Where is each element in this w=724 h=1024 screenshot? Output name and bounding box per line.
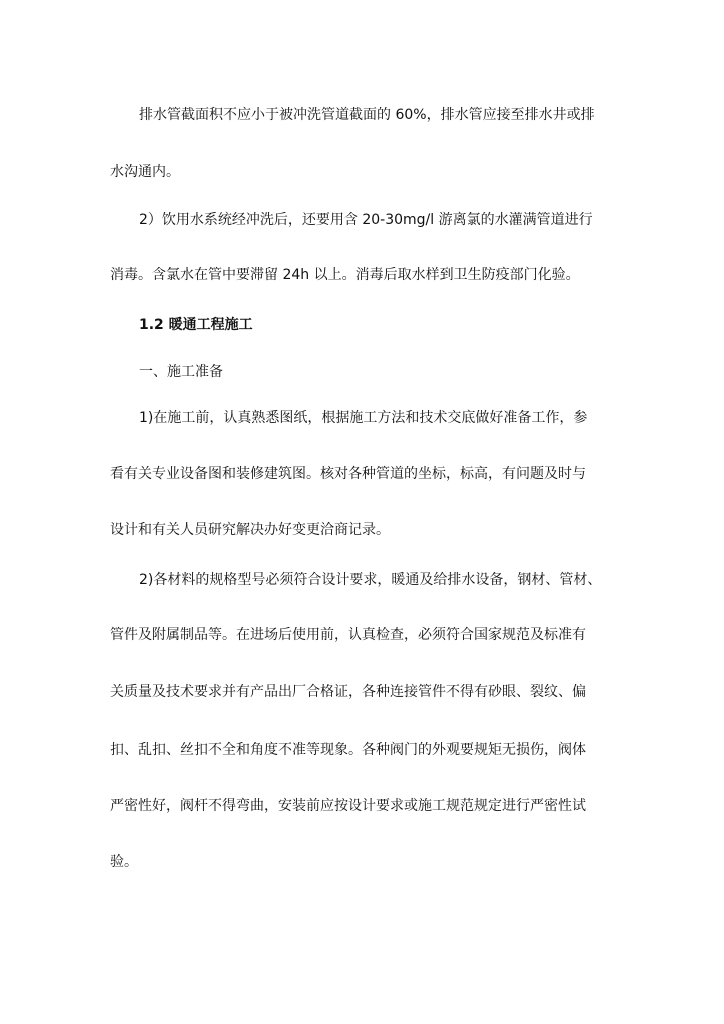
paragraph-line: 关质量及技术要求并有产品出厂合格证，各种连接管件不得有砂眼、裂纹、偏 (110, 684, 586, 700)
paragraph-line: 排水管截面积不应小于被冲洗管道截面的 60%，排水管应接至排水井或排 (139, 107, 595, 123)
paragraph-line: 消毒。含氯水在管中要滞留 24h 以上。消毒后取水样到卫生防疫部门化验。 (110, 267, 580, 283)
paragraph-line: 1)在施工前，认真熟悉图纸，根据施工方法和技术交底做好准备工作，参 (139, 410, 588, 426)
paragraph-line: 严密性好，阀杆不得弯曲，安装前应按设计要求或施工规范规定进行严密性试 (110, 798, 586, 814)
paragraph-line: 验。 (110, 854, 138, 870)
paragraph-line: 2)各材料的规格型号必须符合设计要求，暖通及给排水设备，钢材、管材、 (139, 572, 602, 588)
paragraph-line: 设计和有关人员研究解决办好变更洽商记录。 (110, 522, 390, 538)
paragraph-line: 水沟通内。 (110, 164, 180, 180)
section-heading: 1.2 暖通工程施工 (139, 317, 253, 333)
paragraph-line: 管件及附属制品等。在进场后使用前，认真检查，必须符合国家规范及标准有 (110, 627, 586, 643)
paragraph-line: 2）饮用水系统经冲洗后，还要用含 20-30mg/l 游离氯的水灌满管道进行 (139, 212, 593, 228)
paragraph-line: 看有关专业设备图和装修建筑图。核对各种管道的坐标，标高，有问题及时与 (110, 466, 586, 482)
paragraph-line: 扣、乱扣、丝扣不全和角度不准等现象。各种阀门的外观要规矩无损伤，阀体 (110, 742, 586, 758)
subsection-heading: 一、施工准备 (139, 364, 223, 380)
